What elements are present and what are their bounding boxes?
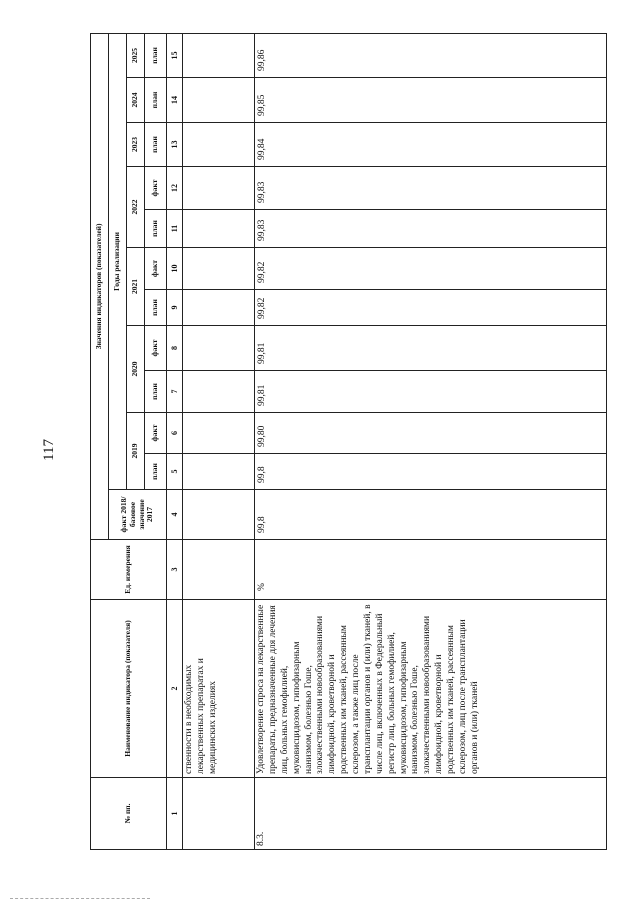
row-value (183, 248, 255, 290)
row-value (183, 167, 255, 210)
column-number: 8 (167, 326, 183, 371)
row-value (183, 454, 255, 490)
page-number: 117 (41, 439, 57, 461)
header-year-2024: 2024 (127, 78, 145, 123)
row-value (183, 33, 255, 77)
column-number: 14 (167, 78, 183, 123)
row-value (183, 490, 255, 540)
header-values-group: Значения индикаторов (показателей) (91, 33, 109, 539)
row-no (183, 778, 255, 850)
header-years-group: Годы реализации (109, 33, 127, 489)
column-number: 3 (167, 540, 183, 600)
header-plan: план (145, 78, 167, 123)
row-value: 99,82 (255, 248, 607, 290)
row-value: 99,83 (255, 210, 607, 248)
header-fact: факт (145, 248, 167, 290)
header-year-2019: 2019 (127, 413, 145, 490)
row-value: 99,81 (255, 326, 607, 371)
header-fact: факт (145, 326, 167, 371)
header-plan: план (145, 210, 167, 248)
row-value (183, 78, 255, 123)
header-year-2021: 2021 (127, 248, 145, 326)
column-number: 15 (167, 33, 183, 77)
header-fact: факт (145, 167, 167, 210)
header-base: факт 2018/базовое значение 2017 (109, 490, 167, 540)
row-unit: % (255, 540, 607, 600)
header-year-2022: 2022 (127, 167, 145, 248)
header-plan: план (145, 33, 167, 77)
scan-edge-mark (10, 898, 150, 899)
header-plan: план (145, 290, 167, 326)
column-number: 10 (167, 248, 183, 290)
header-name: Наименование индикатора (показателя) (91, 600, 167, 778)
header-unit: Ед. измерения (91, 540, 167, 600)
row-value (183, 326, 255, 371)
column-number: 9 (167, 290, 183, 326)
row-value: 99,83 (255, 167, 607, 210)
row-value (183, 290, 255, 326)
column-number: 1 (167, 778, 183, 850)
header-year-2020: 2020 (127, 326, 145, 413)
column-number: 12 (167, 167, 183, 210)
header-year-2023: 2023 (127, 123, 145, 167)
row-value (183, 123, 255, 167)
row-name: ственности в необходимых лекарственных препаратах и медицинских изделиях (183, 600, 255, 778)
row-value: 99,82 (255, 290, 607, 326)
column-number: 13 (167, 123, 183, 167)
row-value: 99,81 (255, 371, 607, 413)
column-number: 11 (167, 210, 183, 248)
header-year-2025: 2025 (127, 33, 145, 77)
header-no: № пп. (91, 778, 167, 850)
row-value (183, 371, 255, 413)
column-number: 4 (167, 490, 183, 540)
row-no: 8.3. (255, 778, 607, 850)
row-value (183, 413, 255, 454)
row-value: 99,85 (255, 78, 607, 123)
indicator-table (90, 33, 607, 850)
row-value: 99,80 (255, 413, 607, 454)
column-number: 5 (167, 454, 183, 490)
row-value: 99,86 (255, 33, 607, 77)
row-value: 99,84 (255, 123, 607, 167)
header-plan: план (145, 454, 167, 490)
header-fact: факт (145, 413, 167, 454)
header-plan: план (145, 123, 167, 167)
column-number: 6 (167, 413, 183, 454)
header-plan: план (145, 371, 167, 413)
column-number: 2 (167, 600, 183, 778)
rotated-table-wrapper (90, 34, 607, 850)
table-row (183, 33, 255, 849)
row-value: 99,8 (255, 490, 607, 540)
table-row (255, 33, 607, 849)
row-value: 99,8 (255, 454, 607, 490)
row-name: Удовлетворение спроса на лекарственные препараты, предназначенные для лечения лиц, больных гемофилией, муковисцидозом, гипофизарным нанизмом, болезнью Гоше, злокачественными новообразованиями лимфоидной, кроветворной и родственных им тканей, рассеянным склерозом, а также лиц после трансплантации органов и (или) тканей, в числе лиц, включенных в Федеральный регистр лиц, больных гемофилией, муковисцидозом, гипофизарным нанизмом, болезнью Гоше, злокачественными новообразованиями лимфоидной, кроветворной и родственных им тканей, рассеянным склерозом, лиц после трансплантации органов и (или) тканей (255, 600, 607, 778)
row-value (183, 210, 255, 248)
row-unit (183, 540, 255, 600)
column-number: 7 (167, 371, 183, 413)
